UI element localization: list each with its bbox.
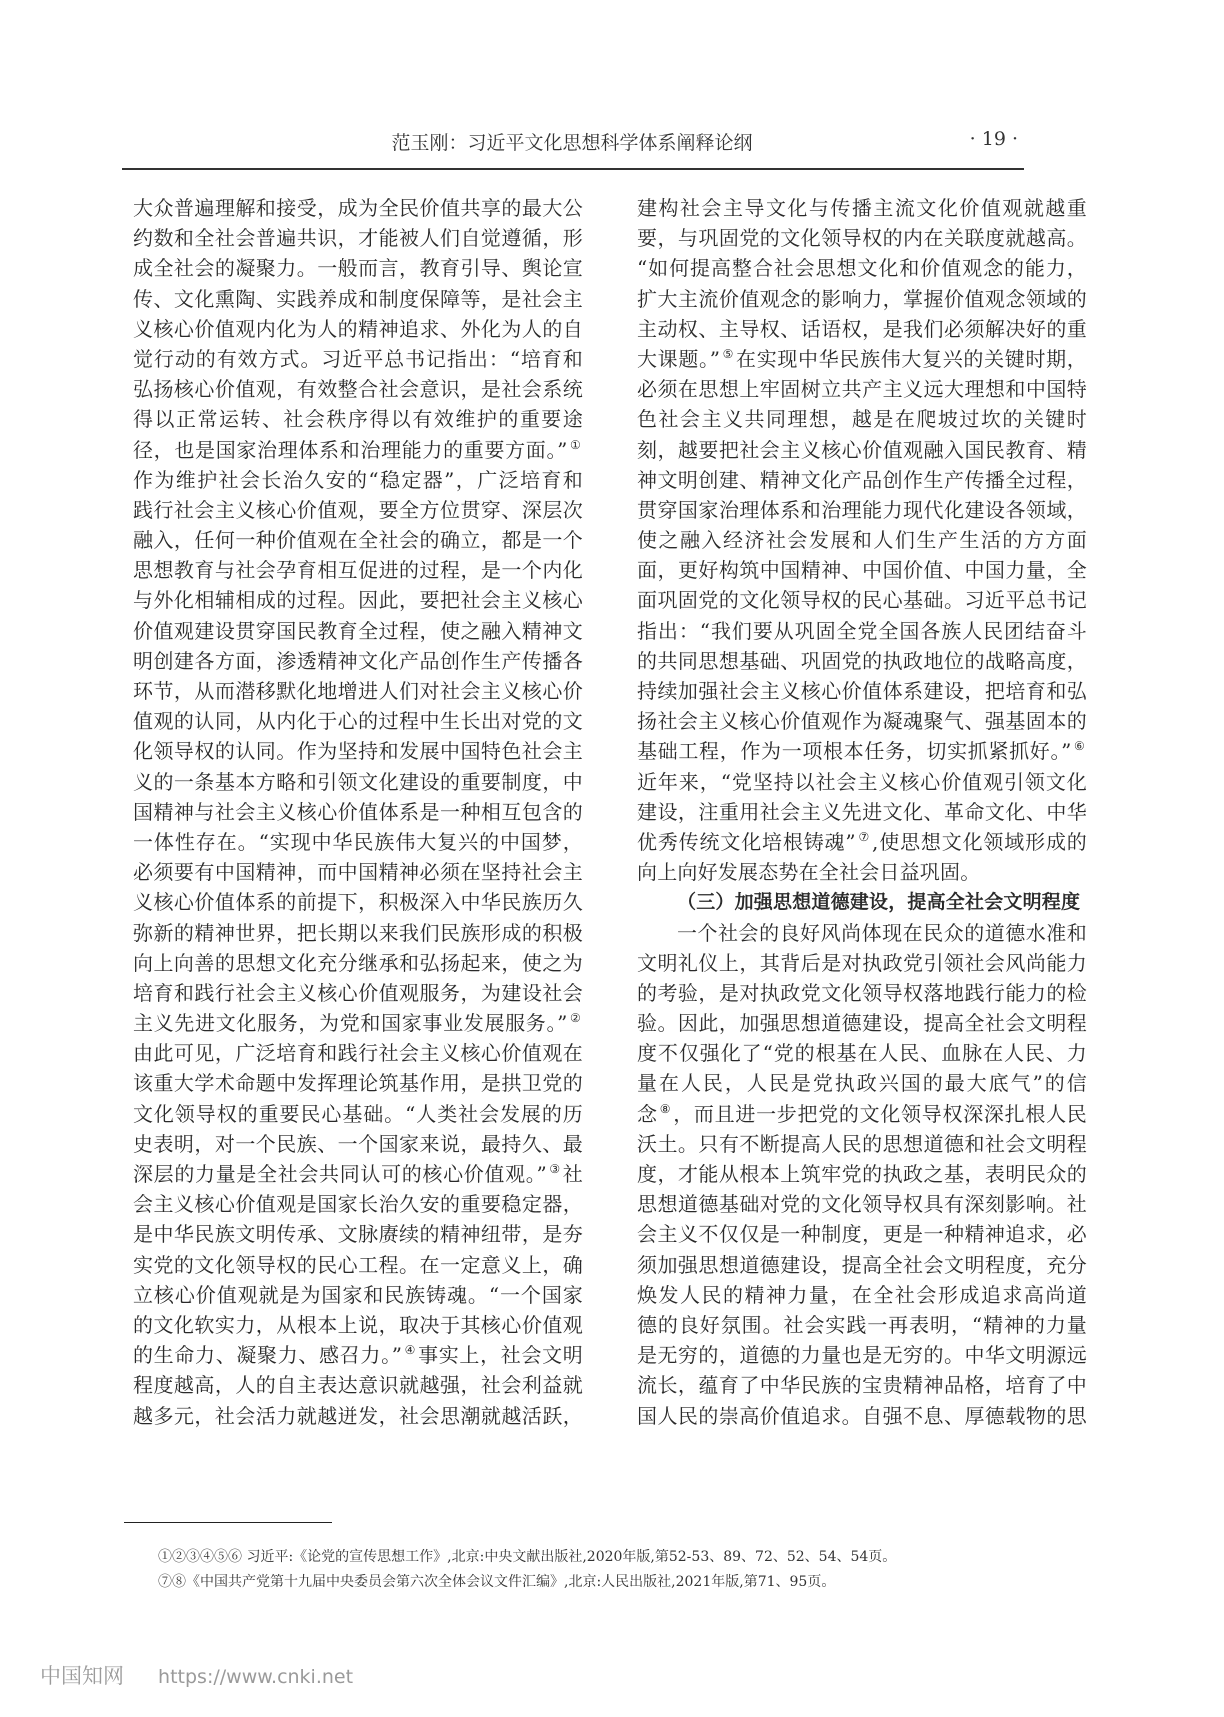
text-line: [637, 465, 1087, 495]
running-title: 范玉刚：习近平文化思想科学体系阐释论纲: [391, 132, 753, 154]
text-line: [133, 948, 583, 978]
text-line: [133, 857, 583, 887]
text-line: [133, 314, 583, 344]
line-text: 基础工程，作为一项根本任务，切实抓紧抓好。”: [637, 739, 1072, 764]
text-line: [133, 193, 583, 223]
line-text: 色社会主义共同理想，越是在爬坡过坎的关键时: [637, 407, 1087, 432]
line-text: 的共同思想基础、巩固党的执政地位的战略高度，: [637, 648, 1087, 673]
line-text: 流长，蕴育了中华民族的宝贵精神品格，培育了中: [637, 1373, 1087, 1398]
text-line: [133, 284, 583, 314]
line-text: 的生命力、凝聚力、感召力。”: [133, 1343, 403, 1368]
line-text: 主义先进文化服务，为党和国家事业发展服务。”: [133, 1011, 568, 1036]
text-line: [133, 1159, 583, 1189]
line-text: 向上向善的思想文化充分继承和弘扬起来，使之为: [133, 950, 583, 975]
text-line: [133, 495, 583, 525]
line-text: 约数和全社会普遍共识，才能被人们自觉遵循，形: [133, 226, 583, 251]
line-text: 面，更好构筑中国精神、中国价值、中国力量，全: [637, 558, 1087, 583]
line-text: 思想教育与社会孕育相互促进的过程，是一个内化: [133, 558, 583, 583]
footnote-rule: [124, 1522, 332, 1523]
line-text: 德的良好氛围。社会实践一再表明，“精神的力量: [637, 1312, 1087, 1337]
text-line: [637, 1129, 1087, 1159]
text-line: [133, 585, 583, 615]
line-text: 践行社会主义核心价值观，要全方位贯穿、深层次: [133, 497, 583, 522]
text-line: [133, 827, 583, 857]
line-text: 义核心价值体系的前提下，积极深入中华民族历久: [133, 890, 583, 915]
text-line: [133, 1129, 583, 1159]
line-text: 径，也是国家治理体系和治理能力的重要方面。”: [133, 437, 568, 462]
text-line: [637, 1099, 1087, 1129]
line-text: 神文明创建、精神文化产品创作生产传播全过程，: [637, 467, 1087, 492]
text-line: [637, 1340, 1087, 1370]
line-text: 文明礼仪上，其背后是对执政党引领社会风尚能力: [637, 950, 1087, 975]
line-text: 优秀传统文化培根铸魂”: [637, 829, 856, 854]
line-text: 国人民的崇高价值追求。自强不息、厚德载物的思: [637, 1403, 1087, 1428]
text-line: [133, 797, 583, 827]
line-text: 化领导权的认同。作为坚持和发展中国特色社会主: [133, 739, 583, 764]
text-line: [133, 978, 583, 1008]
line-text: 弥新的精神世界，把长期以来我们民族形成的积极: [133, 920, 583, 945]
text-line: [133, 435, 583, 465]
line-text: 量在人民，人民是党执政兴国的最大底气”的信: [637, 1071, 1087, 1096]
text-line: [637, 1250, 1087, 1280]
text-line: [637, 1068, 1087, 1098]
running-header: [122, 128, 1022, 158]
line-text: 明创建各方面，渗透精神文化产品创作生产传播各: [133, 648, 583, 673]
watermark-name: 中国知网: [40, 1664, 124, 1688]
text-line: [637, 314, 1087, 344]
text-line: [133, 1189, 583, 1219]
line-text: 的文化软实力，从根本上说，取决于其核心价值观: [133, 1312, 583, 1337]
text-line: [637, 1401, 1087, 1431]
header-rule: [122, 168, 1024, 170]
text-line: [637, 404, 1087, 434]
line-text: 作为维护社会长治久安的“稳定器”，广泛培育和: [133, 467, 583, 492]
line-text: 实党的文化领导权的民心工程。在一定意义上，确: [133, 1252, 583, 1277]
text-line: [637, 525, 1087, 555]
text-line: [637, 223, 1087, 253]
footnote-2: ⑦⑧《中国共产党第十九届中央委员会第六次全体会议文件汇编》,北京:人民出版社,2021年版,第71、95页。: [158, 1574, 836, 1590]
footnote-marker[interactable]: ⑤: [722, 346, 735, 361]
text-line: [637, 1370, 1087, 1400]
line-text: 一体性存在。“实现中华民族伟大复兴的中国梦，: [133, 829, 583, 854]
text-line: [637, 253, 1087, 283]
page-number: · 19 ·: [969, 128, 1018, 150]
footnote-marker[interactable]: ⑧: [659, 1101, 672, 1116]
text-line: [133, 1280, 583, 1310]
line-text: 与外化相辅相成的过程。因此，要把社会主义核心: [133, 588, 583, 613]
line-text: 成全社会的凝聚力。一般而言，教育引导、舆论宣: [133, 256, 583, 281]
text-line: [637, 1219, 1087, 1249]
text-line: [133, 646, 583, 676]
text-line: [133, 1068, 583, 1098]
line-text: 指出：“我们要从巩固全党全国各族人民团结奋斗: [637, 618, 1087, 643]
text-line: [133, 344, 583, 374]
line-text-continued: ,使思想文化领域形成的: [872, 829, 1087, 854]
text-line: [637, 1159, 1087, 1189]
line-text: 义核心价值观内化为人的精神追求、外化为人的自: [133, 316, 583, 341]
text-line: [637, 797, 1087, 827]
line-text: 近年来，“党坚持以社会主义核心价值观引领文化: [637, 769, 1087, 794]
line-text: 该重大学术命题中发挥理论筑基作用，是拱卫党的: [133, 1071, 583, 1096]
footnote-marker[interactable]: ②: [569, 1011, 581, 1026]
right-column: [637, 193, 1087, 1431]
line-text: 必须要有中国精神，而中国精神必须在坚持社会主: [133, 860, 583, 885]
line-text: 深层的力量是全社会共同认可的核心价值观。”: [133, 1162, 547, 1186]
line-text: 须加强思想道德建设，提高全社会文明程度，充分: [637, 1252, 1087, 1277]
text-line: [133, 1401, 583, 1431]
text-line: [637, 193, 1087, 223]
line-text: 使之融入经济社会发展和人们生产生活的方方面: [637, 528, 1087, 553]
line-text: 面巩固党的文化领导权的民心基础。习近平总书记: [637, 588, 1087, 613]
line-text: 主动权、主导权、话语权，是我们必须解决好的重: [637, 316, 1087, 341]
cnki-watermark: [40, 1660, 353, 1690]
text-line: [637, 767, 1087, 797]
line-text: 大众普遍理解和接受，成为全民价值共享的最大公: [133, 196, 583, 220]
text-line: [133, 223, 583, 253]
line-text: 史表明，对一个民族、一个国家来说，最持久、最: [133, 1131, 583, 1156]
text-line: [133, 253, 583, 283]
text-line: [637, 344, 1087, 374]
footnote-marker[interactable]: ①: [569, 437, 581, 452]
text-line: [637, 1280, 1087, 1310]
text-line: [133, 374, 583, 404]
text-line: [637, 646, 1087, 676]
line-text: 越多元，社会活力就越迸发，社会思潮就越活跃，: [133, 1403, 583, 1428]
text-line: [133, 1008, 583, 1038]
text-line: [133, 525, 583, 555]
footnote-marker[interactable]: ⑥: [1073, 739, 1085, 754]
text-line: [637, 374, 1087, 404]
left-column: [133, 193, 583, 1431]
text-line: [133, 616, 583, 646]
line-text: 建设，注重用社会主义先进文化、革命文化、中华: [637, 799, 1087, 824]
line-text: 焕发人民的精神力量，在全社会形成追求高尚道: [637, 1282, 1087, 1307]
line-text: 得以正常运转、社会秩序得以有效维护的重要途: [133, 407, 583, 432]
text-line: [637, 284, 1087, 314]
line-text: 弘扬核心价值观，有效整合社会意识，是社会系统: [133, 377, 583, 402]
line-text: 融入，任何一种价值观在全社会的确立，都是一个: [133, 528, 583, 553]
line-text: 持续加强社会主义核心价值体系建设，把培育和弘: [637, 679, 1087, 703]
line-text: 会主义核心价值观是国家长治久安的重要稳定器，: [133, 1192, 583, 1217]
line-text: “如何提高整合社会思想文化和价值观念的能力，: [637, 256, 1087, 281]
line-text: 的考验，是对执政党文化领导权落地践行能力的检: [637, 980, 1087, 1005]
text-line: [637, 495, 1087, 525]
text-line: [133, 767, 583, 797]
text-line: [133, 555, 583, 585]
text-line: [637, 1189, 1087, 1219]
line-text: 贯穿国家治理体系和治理能力现代化建设各领域，: [637, 497, 1087, 522]
line-text: 刻，越要把社会主义核心价值观融入国民教育、精: [637, 437, 1087, 462]
line-text: 是中华民族文明传承、文脉赓续的精神纽带，是夯: [133, 1222, 583, 1247]
line-text: 传、文化熏陶、实践养成和制度保障等，是社会主: [133, 286, 583, 311]
line-text: 向上向好发展态势在全社会日益巩固。: [637, 860, 981, 885]
line-text: 度，才能从根本上筑牢党的执政之基，表明民众的: [637, 1162, 1087, 1186]
text-line: [133, 404, 583, 434]
section-heading: [637, 887, 1087, 917]
text-line: [637, 706, 1087, 736]
text-line: [637, 857, 1087, 887]
line-text-continued: 在实现中华民族伟大复兴的关键时期，: [736, 346, 1087, 371]
text-line: [133, 1340, 583, 1370]
line-text: 义的一条基本方略和引领文化建设的重要制度，中: [133, 769, 583, 794]
text-line: [637, 676, 1087, 706]
line-text: 验。因此，加强思想道德建设，提高全社会文明程: [637, 1011, 1087, 1036]
footnote-marker[interactable]: ④: [404, 1343, 417, 1358]
footnote-1: ①②③④⑤⑥ 习近平:《论党的宣传思想工作》,北京:中央文献出版社,2020年版,第52-53、89、72、52、54、54页。: [158, 1549, 897, 1565]
text-line: [637, 555, 1087, 585]
text-line: [133, 736, 583, 766]
line-text: 程度越高，人的自主表达意识就越强，社会利益就: [133, 1373, 583, 1398]
line-text: 觉行动的有效方式。习近平总书记指出：“培育和: [133, 346, 583, 371]
line-text: 是无穷的，道德的力量也是无穷的。中华文明源远: [637, 1343, 1087, 1368]
line-text: 扩大主流价值观念的影响力，掌握价值观念领域的: [637, 286, 1087, 311]
line-text: 建构社会主导文化与传播主流文化价值观就越重: [637, 196, 1087, 220]
line-text: 文化领导权的重要民心基础。“人类社会发展的历: [133, 1101, 583, 1126]
line-text: 环节，从而潜移默化地增进人们对社会主义核心价: [133, 679, 583, 703]
text-line: [637, 1310, 1087, 1340]
text-line: [637, 585, 1087, 615]
line-text: 沃土。只有不断提高人民的思想道德和社会文明程: [637, 1131, 1087, 1156]
line-text: 值观的认同，从内化于心的过程中生长出对党的文: [133, 709, 583, 734]
line-text: 度不仅强化了“党的根基在人民、血脉在人民、力: [637, 1041, 1087, 1066]
footnote-marker[interactable]: ⑦: [857, 829, 871, 844]
line-text: 念: [637, 1101, 658, 1126]
text-line: [637, 1038, 1087, 1068]
text-line: [133, 706, 583, 736]
line-text: （三）加强思想道德建设，提高全社会文明程度: [677, 891, 1081, 914]
line-text-continued: 社: [562, 1162, 583, 1186]
line-text: 要，与巩固党的文化领导权的内在关联度就越高。: [637, 226, 1087, 251]
text-line: [637, 918, 1087, 948]
text-line: [637, 827, 1087, 857]
line-text: 立核心价值观就是为国家和民族铸魂。“一个国家: [133, 1282, 583, 1307]
text-line: [133, 1310, 583, 1340]
text-line: [637, 736, 1087, 766]
text-line: [133, 1038, 583, 1068]
text-line: [133, 1099, 583, 1129]
text-line: [133, 1370, 583, 1400]
text-line: [133, 918, 583, 948]
text-line: [637, 616, 1087, 646]
line-text-continued: ，而且进一步把党的文化领导权深深扎根人民: [673, 1101, 1087, 1126]
footnotes: [158, 1545, 1038, 1595]
line-text: 扬社会主义核心价值观作为凝魂聚气、强基固本的: [637, 709, 1087, 734]
watermark-url: https://www.cnki.net: [158, 1666, 354, 1688]
text-line: [637, 435, 1087, 465]
text-line: [637, 948, 1087, 978]
footnote-marker[interactable]: ③: [548, 1162, 561, 1176]
line-text: 国精神与社会主义核心价值体系是一种相互包含的: [133, 799, 583, 824]
line-text: 思想道德基础对党的文化领导权具有深刻影响。社: [637, 1192, 1087, 1217]
line-text: 一个社会的良好风尚体现在民众的道德水准和: [677, 920, 1087, 945]
line-text: 会主义不仅仅是一种制度，更是一种精神追求，必: [637, 1222, 1087, 1247]
text-line: [637, 978, 1087, 1008]
line-text: 由此可见，广泛培育和践行社会主义核心价值观在: [133, 1041, 583, 1066]
line-text: 培育和践行社会主义核心价值观服务，为建设社会: [133, 980, 583, 1005]
text-line: [133, 1219, 583, 1249]
text-line: [637, 1008, 1087, 1038]
line-text: 必须在思想上牢固树立共产主义远大理想和中国特: [637, 377, 1087, 402]
text-line: [133, 465, 583, 495]
line-text-continued: 事实上，社会文明: [418, 1343, 583, 1368]
line-text: 价值观建设贯穿国民教育全过程，使之融入精神文: [133, 618, 583, 643]
text-line: [133, 676, 583, 706]
text-line: [133, 887, 583, 917]
line-text: 大课题。”: [637, 346, 721, 371]
text-line: [133, 1250, 583, 1280]
